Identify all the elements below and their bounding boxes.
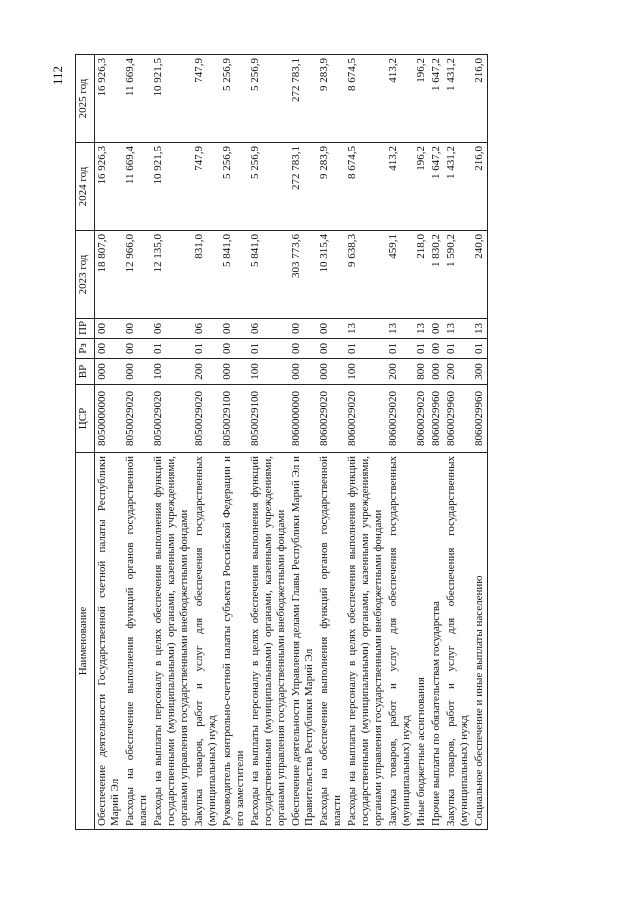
cell-pr: 13 bbox=[414, 319, 429, 339]
cell-2025: 5 256,9 bbox=[248, 55, 289, 143]
table-row bbox=[192, 55, 220, 830]
cell-2025: 10 921,5 bbox=[151, 55, 192, 143]
cell-pr: 06 bbox=[192, 319, 220, 339]
table-row bbox=[95, 55, 124, 830]
cell-vr: 000 bbox=[429, 359, 444, 385]
cell-vr: 000 bbox=[95, 359, 124, 385]
cell-rz: 01 bbox=[414, 339, 429, 359]
table-row bbox=[220, 55, 248, 830]
cell-rz: 01 bbox=[345, 339, 386, 359]
cell-pr: 06 bbox=[248, 319, 289, 339]
cell-2023: 5 841,0 bbox=[248, 231, 289, 319]
cell-2025: 1 647,2 bbox=[429, 55, 444, 143]
cell-name: Расходы на выплаты персоналу в целях обеспечения выполнения функций государственными (муниципальными) органами, казенными учреждениями, органами управления государственными внебюджетными фондами bbox=[248, 453, 289, 830]
cell-2025: 1 431,2 bbox=[444, 55, 472, 143]
cell-csr: 8050029100 bbox=[220, 385, 248, 453]
header-rz: Рз bbox=[76, 339, 95, 359]
cell-vr: 000 bbox=[123, 359, 151, 385]
cell-2023: 9 638,3 bbox=[345, 231, 386, 319]
cell-2024: 10 921,5 bbox=[151, 143, 192, 231]
cell-pr: 00 bbox=[123, 319, 151, 339]
cell-2023: 12 966,0 bbox=[123, 231, 151, 319]
cell-csr: 8050029020 bbox=[123, 385, 151, 453]
cell-csr: 8050029020 bbox=[192, 385, 220, 453]
cell-rz: 00 bbox=[429, 339, 444, 359]
cell-csr: 8060029960 bbox=[444, 385, 472, 453]
cell-2023: 240,0 bbox=[472, 231, 488, 319]
cell-vr: 000 bbox=[289, 359, 317, 385]
cell-2025: 216,0 bbox=[472, 55, 488, 143]
table-row bbox=[151, 55, 192, 830]
header-csr: ЦСР bbox=[76, 385, 95, 453]
cell-2023: 5 841,0 bbox=[220, 231, 248, 319]
table-row bbox=[289, 55, 317, 830]
header-vr: ВР bbox=[76, 359, 95, 385]
cell-2024: 747,9 bbox=[192, 143, 220, 231]
cell-csr: 8060029020 bbox=[414, 385, 429, 453]
cell-2025: 413,2 bbox=[386, 55, 414, 143]
cell-name: Обеспечение деятельности Государственной счетной палаты Республики Марий Эл bbox=[95, 453, 124, 830]
cell-2024: 9 283,9 bbox=[317, 143, 345, 231]
cell-csr: 8060029960 bbox=[472, 385, 488, 453]
header-2023: 2023 год bbox=[76, 231, 95, 319]
cell-name: Закупка товаров, работ и услуг для обеспечения государственных (муниципальных) нужд bbox=[386, 453, 414, 830]
cell-vr: 300 bbox=[472, 359, 488, 385]
cell-2023: 1 830,2 bbox=[429, 231, 444, 319]
cell-pr: 13 bbox=[472, 319, 488, 339]
budget-table bbox=[75, 54, 488, 830]
table-row bbox=[429, 55, 444, 830]
cell-pr: 00 bbox=[429, 319, 444, 339]
cell-csr: 8050029100 bbox=[248, 385, 289, 453]
cell-vr: 100 bbox=[151, 359, 192, 385]
cell-rz: 01 bbox=[151, 339, 192, 359]
cell-2025: 196,2 bbox=[414, 55, 429, 143]
cell-2025: 16 926,3 bbox=[95, 55, 124, 143]
cell-name: Прочие выплаты по обязательствам государства bbox=[429, 453, 444, 830]
cell-2025: 272 783,1 bbox=[289, 55, 317, 143]
header-pr: ПР bbox=[76, 319, 95, 339]
cell-2025: 11 669,4 bbox=[123, 55, 151, 143]
cell-2024: 8 674,5 bbox=[345, 143, 386, 231]
cell-2023: 10 315,4 bbox=[317, 231, 345, 319]
cell-rz: 01 bbox=[248, 339, 289, 359]
cell-2025: 8 674,5 bbox=[345, 55, 386, 143]
cell-2024: 16 926,3 bbox=[95, 143, 124, 231]
cell-rz: 01 bbox=[472, 339, 488, 359]
cell-name: Расходы на выплаты персоналу в целях обеспечения выполнения функций государственными (муниципальными) органами, казенными учреждениями, органами управления государственными внебюджетными фондами bbox=[345, 453, 386, 830]
cell-csr: 8050029020 bbox=[151, 385, 192, 453]
cell-2024: 5 256,9 bbox=[248, 143, 289, 231]
header-2025: 2025 год bbox=[76, 55, 95, 143]
table-row bbox=[248, 55, 289, 830]
cell-csr: 8050000000 bbox=[95, 385, 124, 453]
table-row bbox=[386, 55, 414, 830]
table-row bbox=[444, 55, 472, 830]
cell-name: Расходы на обеспечение выполнения функций органов государственной власти bbox=[123, 453, 151, 830]
cell-csr: 8060029020 bbox=[345, 385, 386, 453]
cell-name: Расходы на выплаты персоналу в целях обеспечения выполнения функций государственными (муниципальными) органами, казенными учреждениями, органами управления государственными внебюджетными фондами bbox=[151, 453, 192, 830]
cell-pr: 00 bbox=[220, 319, 248, 339]
header-name: Наименование bbox=[76, 453, 95, 830]
cell-vr: 100 bbox=[345, 359, 386, 385]
cell-rz: 01 bbox=[444, 339, 472, 359]
cell-rz: 01 bbox=[192, 339, 220, 359]
cell-2024: 1 431,2 bbox=[444, 143, 472, 231]
cell-pr: 13 bbox=[386, 319, 414, 339]
cell-vr: 000 bbox=[220, 359, 248, 385]
cell-pr: 00 bbox=[95, 319, 124, 339]
cell-rz: 00 bbox=[220, 339, 248, 359]
cell-name: Социальное обеспечение и иные выплаты населению bbox=[472, 453, 488, 830]
cell-csr: 8060000000 bbox=[289, 385, 317, 453]
cell-vr: 000 bbox=[317, 359, 345, 385]
cell-pr: 00 bbox=[289, 319, 317, 339]
cell-vr: 800 bbox=[414, 359, 429, 385]
cell-rz: 00 bbox=[95, 339, 124, 359]
cell-pr: 00 bbox=[317, 319, 345, 339]
cell-2025: 747,9 bbox=[192, 55, 220, 143]
cell-pr: 06 bbox=[151, 319, 192, 339]
cell-2024: 196,2 bbox=[414, 143, 429, 231]
cell-vr: 200 bbox=[386, 359, 414, 385]
cell-rz: 00 bbox=[317, 339, 345, 359]
cell-pr: 13 bbox=[345, 319, 386, 339]
table-row bbox=[345, 55, 386, 830]
cell-csr: 8060029020 bbox=[317, 385, 345, 453]
cell-2025: 5 256,9 bbox=[220, 55, 248, 143]
cell-vr: 100 bbox=[248, 359, 289, 385]
cell-name: Руководитель контрольно-счетной палаты субъекта Российской Федерации и его заместители bbox=[220, 453, 248, 830]
cell-2024: 11 669,4 bbox=[123, 143, 151, 231]
table-row bbox=[123, 55, 151, 830]
cell-2023: 303 773,6 bbox=[289, 231, 317, 319]
cell-2023: 218,0 bbox=[414, 231, 429, 319]
cell-name: Обеспечение деятельности Управления делами Главы Республики Марий Эл и Правительства Республики Марий Эл bbox=[289, 453, 317, 830]
cell-vr: 200 bbox=[192, 359, 220, 385]
cell-2023: 12 135,0 bbox=[151, 231, 192, 319]
cell-2023: 18 807,0 bbox=[95, 231, 124, 319]
table-row bbox=[317, 55, 345, 830]
cell-pr: 13 bbox=[444, 319, 472, 339]
cell-2024: 1 647,2 bbox=[429, 143, 444, 231]
cell-name: Закупка товаров, работ и услуг для обеспечения государственных (муниципальных) нужд bbox=[444, 453, 472, 830]
table-body bbox=[95, 55, 488, 830]
cell-csr: 8060029960 bbox=[429, 385, 444, 453]
cell-2023: 831,0 bbox=[192, 231, 220, 319]
cell-2025: 9 283,9 bbox=[317, 55, 345, 143]
cell-2024: 216,0 bbox=[472, 143, 488, 231]
cell-name: Закупка товаров, работ и услуг для обеспечения государственных (муниципальных) нужд bbox=[192, 453, 220, 830]
cell-csr: 8060029020 bbox=[386, 385, 414, 453]
cell-2024: 413,2 bbox=[386, 143, 414, 231]
cell-rz: 00 bbox=[123, 339, 151, 359]
table-row bbox=[472, 55, 488, 830]
cell-2023: 1 590,2 bbox=[444, 231, 472, 319]
table-header bbox=[76, 55, 95, 830]
cell-rz: 01 bbox=[386, 339, 414, 359]
cell-2023: 459,1 bbox=[386, 231, 414, 319]
cell-name: Иные бюджетные ассигнования bbox=[414, 453, 429, 830]
header-2024: 2024 год bbox=[76, 143, 95, 231]
cell-2024: 5 256,9 bbox=[220, 143, 248, 231]
page-number: 112 bbox=[50, 65, 65, 85]
cell-vr: 200 bbox=[444, 359, 472, 385]
cell-name: Расходы на обеспечение выполнения функций органов государственной власти bbox=[317, 453, 345, 830]
table-row bbox=[414, 55, 429, 830]
cell-rz: 00 bbox=[289, 339, 317, 359]
cell-2024: 272 783,1 bbox=[289, 143, 317, 231]
